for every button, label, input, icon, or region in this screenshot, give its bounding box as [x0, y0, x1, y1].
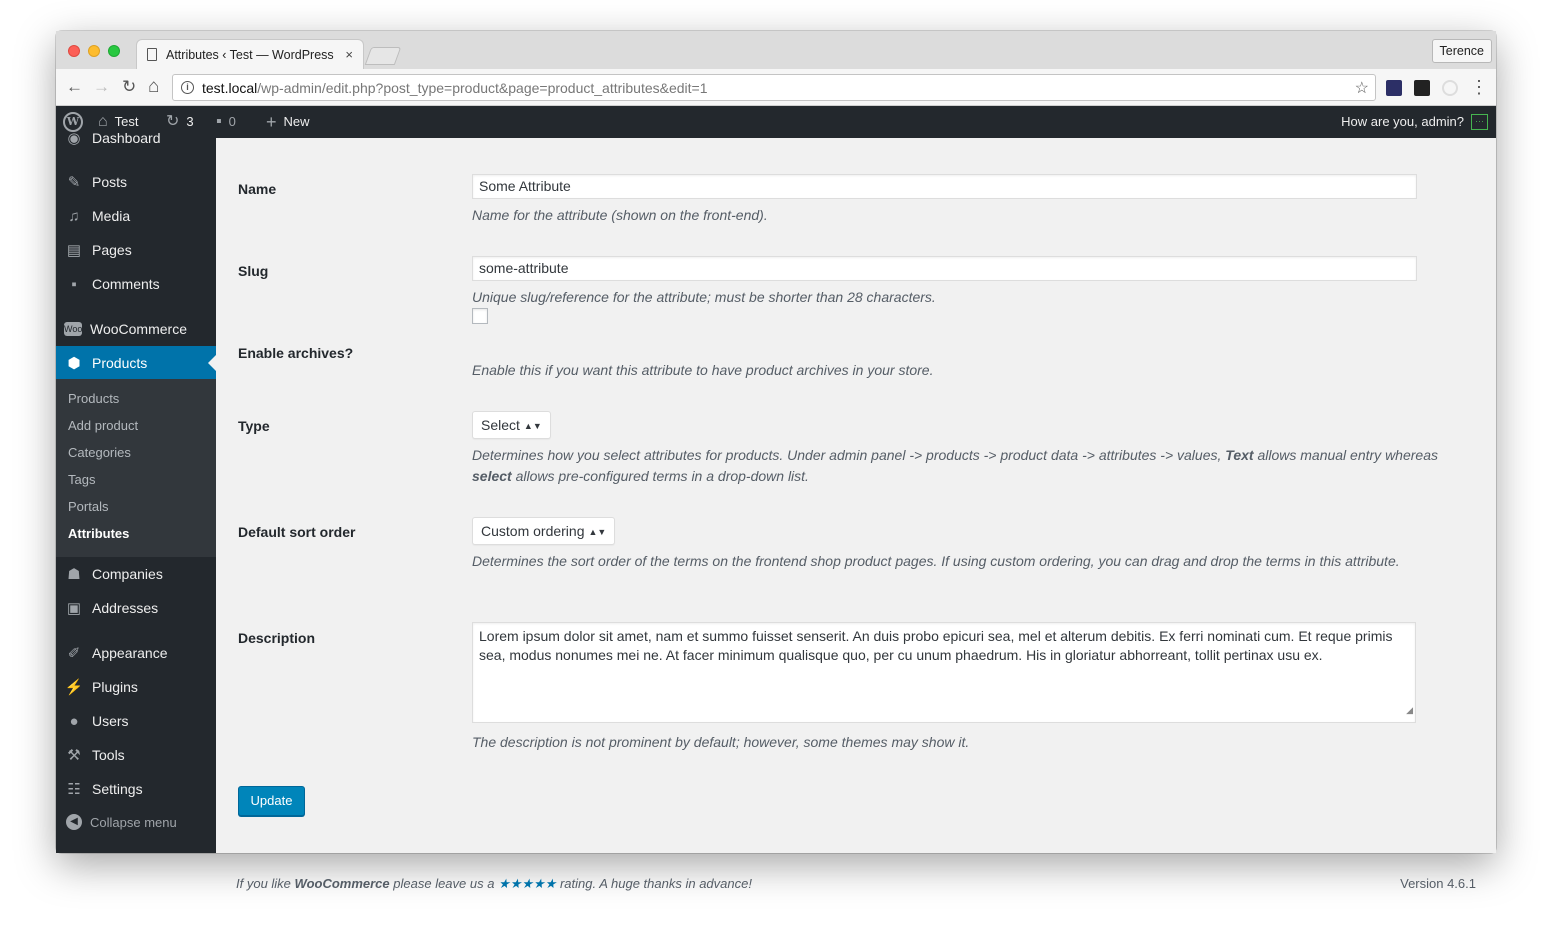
sidebar-item-pages[interactable]: [56, 233, 216, 267]
sort-order-selected: Custom ordering: [481, 523, 585, 539]
settings-icon: ☷: [67, 781, 81, 798]
profile-button[interactable]: Terence: [1432, 39, 1492, 63]
type-help-bold: select: [472, 468, 512, 484]
close-window-button[interactable]: [68, 45, 80, 57]
collapse-arrow-icon: ◀: [66, 814, 82, 830]
sort-order-label: Default sort order: [238, 524, 356, 540]
collapse-menu-button[interactable]: [66, 814, 177, 830]
submenu-portals[interactable]: Portals: [68, 499, 109, 514]
slug-label: Slug: [238, 263, 269, 279]
pushpin-icon: ✎: [67, 174, 81, 191]
type-label: Type: [238, 418, 270, 434]
archives-checkbox[interactable]: [472, 308, 488, 324]
sidebar-item-label: Users: [92, 713, 129, 729]
sidebar-item-addresses[interactable]: [56, 591, 216, 625]
collapse-menu-label: Collapse menu: [90, 814, 177, 830]
sort-order-help: Determines the sort order of the terms on the frontend shop product pages. If using custom ordering, you can drag and drop the terms in this attribute.: [472, 553, 1400, 569]
sidebar-item-label: Companies: [92, 566, 163, 582]
address-bar[interactable]: [172, 74, 1376, 101]
sidebar-item-label: Tools: [92, 747, 125, 763]
submenu-products[interactable]: Products: [68, 391, 120, 406]
media-icon: ♫: [68, 207, 80, 225]
sidebar-item-users[interactable]: [56, 704, 216, 738]
crosshair-extension-icon[interactable]: [1442, 80, 1458, 96]
type-selected: Select: [481, 417, 520, 433]
comments-count: 0: [228, 114, 236, 129]
extension-icon[interactable]: [1386, 80, 1402, 96]
plug-icon: ⚡: [64, 679, 84, 696]
tab-close-icon[interactable]: ×: [345, 47, 353, 62]
sidebar-item-dashboard[interactable]: [56, 121, 216, 155]
terminal-extension-icon[interactable]: [1414, 80, 1430, 96]
sidebar-item-label: WooCommerce: [90, 321, 187, 337]
wp-admin-bar: [56, 106, 1496, 138]
type-help-bold: Text: [1225, 447, 1254, 463]
browser-menu-icon[interactable]: ⋮: [1470, 77, 1488, 97]
sidebar-item-media[interactable]: [56, 199, 216, 233]
sidebar-item-tools[interactable]: [56, 738, 216, 772]
sidebar-item-label: Addresses: [92, 600, 159, 616]
info-icon[interactable]: i: [181, 81, 194, 94]
description-textarea[interactable]: [472, 622, 1416, 723]
footer-text: rating. A huge thanks in advance!: [556, 876, 752, 891]
new-content-link[interactable]: [266, 106, 310, 138]
active-menu-arrow: [208, 355, 216, 371]
comments-link[interactable]: [216, 106, 236, 138]
update-button[interactable]: Update: [238, 786, 305, 816]
groups-icon: ☗: [67, 566, 81, 583]
sidebar-item-label: Appearance: [92, 645, 168, 661]
sidebar-item-label: Comments: [92, 276, 160, 292]
updates-icon: ↻: [166, 113, 180, 130]
type-help: [472, 445, 1462, 487]
sidebar-item-companies[interactable]: [56, 557, 216, 591]
resize-handle-icon[interactable]: ◢: [1406, 705, 1413, 715]
back-icon[interactable]: ←: [66, 77, 83, 96]
address-card-icon: ▣: [66, 600, 82, 617]
sidebar-item-products[interactable]: [56, 346, 216, 380]
products-submenu: [56, 379, 216, 557]
sidebar-item-appearance[interactable]: [56, 636, 216, 670]
type-help-text: allows manual entry whereas: [1253, 447, 1438, 463]
version-text: Version 4.6.1: [1400, 876, 1476, 891]
products-icon: ⬢: [67, 355, 81, 372]
browser-window: [56, 31, 1496, 891]
url-path: /wp-admin/edit.php?post_type=product&page=product_attributes&edit=1: [257, 79, 708, 96]
more-dots-icon[interactable]: ···: [1471, 114, 1488, 130]
select-arrows-icon: ▲▼: [588, 527, 607, 537]
archives-help: Enable this if you want this attribute to have product archives in your store.: [472, 362, 934, 378]
sidebar-item-label: Dashboard: [92, 130, 161, 146]
sidebar-item-label: Media: [92, 208, 131, 224]
browser-tab[interactable]: [136, 39, 364, 69]
select-arrows-icon: ▲▼: [523, 421, 542, 431]
edit-attribute-form: [216, 138, 1496, 891]
url-host: test.local: [202, 79, 258, 96]
sort-order-select[interactable]: [472, 517, 615, 545]
description-label: Description: [238, 630, 316, 646]
sidebar-item-posts[interactable]: [56, 165, 216, 199]
name-input[interactable]: Some Attribute: [472, 174, 1417, 199]
new-tab-button[interactable]: [365, 47, 402, 65]
admin-sidebar: [56, 130, 216, 853]
sidebar-item-label: Plugins: [92, 679, 138, 695]
maximize-window-button[interactable]: [108, 45, 120, 57]
forward-icon[interactable]: →: [93, 77, 110, 96]
name-label: Name: [238, 181, 277, 197]
description-value: Lorem ipsum dolor sit amet, nam et summo fuisset senserit. An duis probo epicuri sea, mel et alterum debitis. Ex ferri nominati cum. Et reque primis sea, modus nonumes mei ne. At facer minimum qualisque quo, per cu unum phaedrum. His in gloriatur abhorreant, tollit pertinax usu ex.: [479, 628, 1393, 663]
type-help-text: allows pre-configured terms in a drop-down list.: [511, 468, 809, 484]
slug-help: Unique slug/reference for the attribute; must be shorter than 28 characters.: [472, 289, 936, 305]
user-icon: ●: [69, 712, 79, 730]
site-name: Test: [114, 114, 139, 129]
home-icon[interactable]: ⌂: [148, 76, 160, 97]
browser-toolbar: [56, 69, 1496, 106]
sidebar-item-woocommerce[interactable]: [56, 312, 216, 346]
reload-icon[interactable]: ↻: [122, 77, 137, 96]
brush-icon: ✐: [67, 645, 81, 662]
type-select[interactable]: [472, 411, 551, 439]
sidebar-item-label: Products: [92, 355, 148, 371]
rating-stars-link[interactable]: ★★★★★: [498, 876, 557, 891]
wordpress-logo-icon: W: [63, 112, 83, 132]
sidebar-item-label: Posts: [92, 174, 128, 190]
footer-bold: WooCommerce: [294, 876, 390, 891]
footer-rating-text: [236, 876, 752, 892]
updates-count: 3: [186, 114, 194, 129]
sidebar-item-plugins[interactable]: [56, 670, 216, 704]
slug-input[interactable]: some-attribute: [472, 256, 1417, 281]
minimize-window-button[interactable]: [88, 45, 100, 57]
tab-strip: [56, 31, 1496, 69]
page-icon: [147, 48, 157, 61]
footer-text: If you like: [236, 876, 295, 891]
archives-label: Enable archives?: [238, 345, 354, 361]
woocommerce-icon: Woo: [64, 324, 83, 334]
tab-title: Attributes ‹ Test — WordPress: [166, 47, 334, 62]
home-icon: ⌂: [98, 113, 108, 130]
submenu-tags[interactable]: Tags: [68, 472, 96, 487]
wrench-icon: ⚒: [67, 747, 81, 764]
howdy-account-link[interactable]: How are you, admin?: [1341, 114, 1464, 129]
comment-icon: ▪: [216, 113, 222, 130]
submenu-add-product[interactable]: Add product: [68, 418, 139, 433]
comment-icon: ▪: [71, 275, 77, 293]
pages-icon: ▤: [66, 242, 82, 259]
name-help: Name for the attribute (shown on the front-end).: [472, 207, 768, 223]
dashboard-icon: ◉: [67, 130, 81, 147]
description-help: The description is not prominent by default; however, some themes may show it.: [472, 734, 970, 750]
bookmark-star-icon[interactable]: ☆: [1354, 80, 1369, 97]
submenu-attributes[interactable]: Attributes: [68, 526, 130, 541]
footer-text: please leave us a: [389, 876, 499, 891]
sidebar-item-label: Settings: [92, 781, 143, 797]
sidebar-item-comments[interactable]: [56, 267, 216, 301]
plus-icon: +: [266, 112, 277, 132]
type-help-text: Determines how you select attributes for products. Under admin panel -> products -> product data -> attributes -> values,: [472, 447, 1226, 463]
sidebar-item-settings[interactable]: [56, 772, 216, 806]
new-label: New: [283, 114, 310, 129]
submenu-categories[interactable]: Categories: [68, 445, 131, 460]
sidebar-item-label: Pages: [92, 242, 132, 258]
